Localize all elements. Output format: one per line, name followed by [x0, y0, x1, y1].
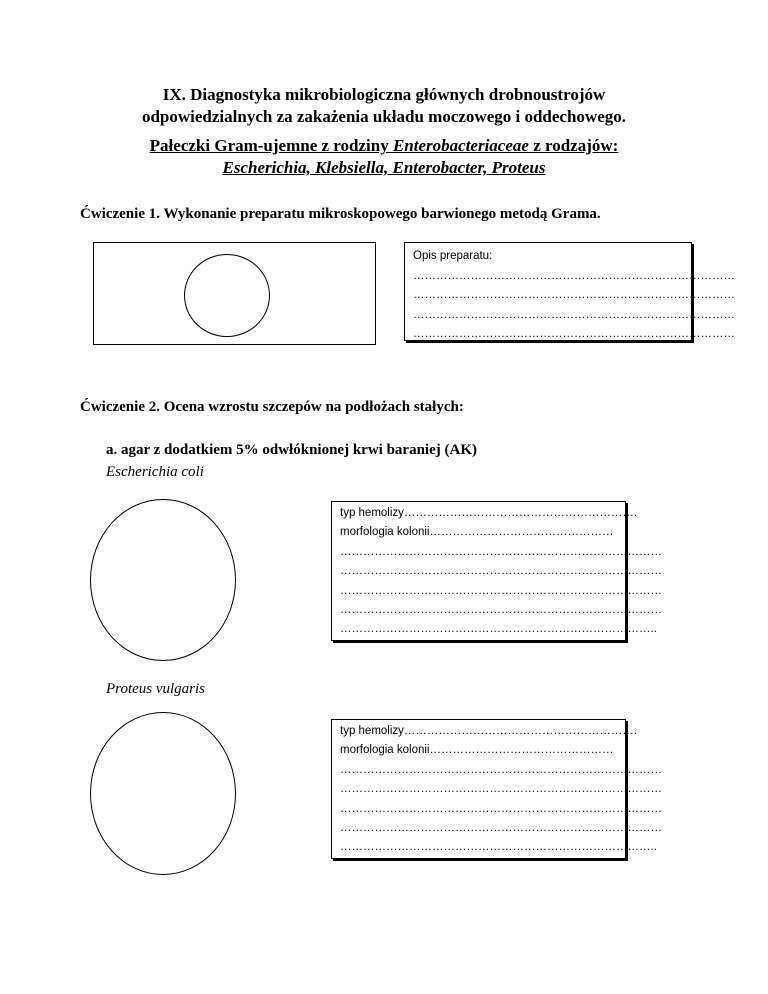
subtitle-line-1	[60, 135, 708, 157]
dotted-line[interactable]: …………………………………………………………………………	[340, 545, 662, 558]
dotted-line[interactable]: ………………………………………………………………………..	[340, 841, 657, 854]
subtitle-genera: Escherichia, Klebsiella, Enterobacter, Proteus	[222, 158, 546, 177]
dotted-line[interactable]: …………………………………………………………………………	[413, 269, 735, 282]
proteus-observation-box[interactable]	[331, 719, 662, 859]
subtitle-line-2	[60, 157, 708, 179]
dotted-line[interactable]: …………………………………………………………………………	[340, 565, 662, 578]
dotted-line[interactable]: …………………………………………………………………………	[340, 584, 662, 597]
dotted-line[interactable]: …………………………………………………………………………	[413, 289, 735, 301]
dotted-line[interactable]: …………………………………………………………………………	[413, 328, 735, 340]
agar-plate-circle-proteus	[90, 712, 236, 875]
subtitle-text-2: z rodzajów:	[528, 136, 619, 155]
ecoli-observation-box[interactable]	[331, 501, 662, 641]
dotted-line[interactable]: ………………………………………………………………………..	[340, 623, 657, 636]
title-line-1: IX. Diagnostyka mikrobiologiczna głównych drobnoustrojów	[162, 85, 606, 104]
hemolysis-line[interactable]: typ hemolizy…………………………………………………….	[340, 725, 638, 737]
specimen-description-label: Opis preparatu:	[413, 250, 493, 262]
dotted-line[interactable]: …………………………………………………………………………	[413, 308, 735, 321]
title-line-2: odpowiedzialnych za zakażenia układu moczowego i oddechowego.	[141, 107, 627, 126]
exercise-2-title: Ćwiczenie 2. Ocena wzrostu szczepów na podłożach stałych:	[80, 399, 464, 415]
agar-plate-circle-ecoli	[90, 499, 236, 661]
morphology-line[interactable]: morfologia kolonii…………………………………………	[340, 526, 614, 539]
dotted-line[interactable]: …………………………………………………………………………	[340, 821, 662, 834]
microscope-slide	[93, 242, 376, 345]
hemolysis-line[interactable]: typ hemolizy…………………………………………………….	[340, 507, 638, 519]
dotted-line[interactable]: …………………………………………………………………………	[340, 783, 662, 796]
subtitle-family: Enterobacteriaceae	[392, 136, 529, 155]
species-proteus-vulgaris: Proteus vulgaris	[106, 681, 206, 697]
specimen-description-box[interactable]	[404, 242, 735, 341]
slide-specimen-circle	[184, 254, 270, 337]
dotted-line[interactable]: …………………………………………………………………………	[340, 603, 662, 616]
dotted-line[interactable]: …………………………………………………………………………	[340, 763, 662, 776]
subtitle-text-1: Pałeczki Gram-ujemne z rodziny	[149, 136, 393, 155]
morphology-line[interactable]: morfologia kolonii…………………………………………	[340, 744, 614, 757]
page-subtitle	[60, 135, 708, 179]
exercise-1-title: Ćwiczenie 1. Wykonanie preparatu mikroskopowego barwionego metodą Grama.	[80, 206, 601, 222]
species-escherichia-coli: Escherichia coli	[106, 464, 204, 480]
section-a-label: a. agar z dodatkiem 5% odwłóknionej krwi baraniej (AK)	[106, 442, 477, 458]
page-title	[60, 84, 708, 128]
dotted-line[interactable]: …………………………………………………………………………	[340, 802, 662, 815]
